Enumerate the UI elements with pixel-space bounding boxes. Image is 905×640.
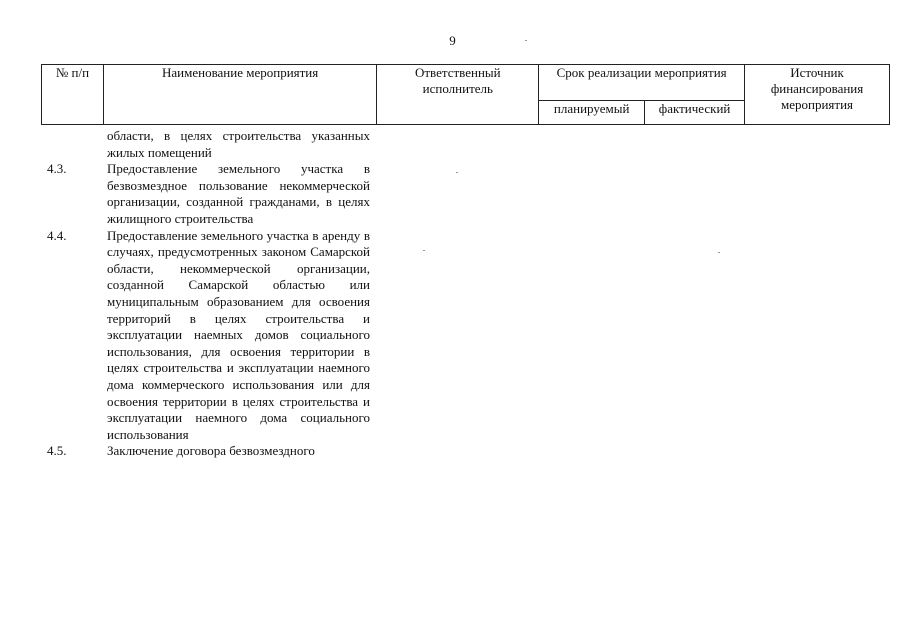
row-number: 4.5. (47, 443, 67, 459)
table-row (41, 161, 381, 227)
page-number: 9 (449, 33, 456, 48)
row-number: 4.4. (47, 227, 67, 243)
table-row (41, 443, 381, 460)
header-num: № п/п (42, 65, 104, 125)
row-text: Предоставление земельного участка в безвозмездное пользование некоммерческой организации, созданной гражданами, в целях жилищного строительства (107, 161, 370, 226)
header-name: Наименование мероприятия (103, 65, 377, 125)
header-actual: фактический (645, 101, 745, 125)
table-row (41, 228, 381, 444)
header-source: Источник финансирования мероприятия (745, 65, 890, 125)
header-responsible: Ответственный исполнитель (377, 65, 539, 125)
row-text: Предоставление земельного участка в аренду в случаях, предусмотренных законом Самарской области, некоммерческой организации, созданной Самарской областью или муниципальным образованием для освоения территорий в целях строительства и эксплуатации наемных домов социального использования, для освоения территории в целях строительства и эксплуатации наемного дома коммерческого использования или для освоения территории в целях строительства и эксплуатации наемного дома социального использования (107, 227, 370, 442)
row-text: области, в целях строительства указанных жилых помещений (107, 128, 370, 160)
row-text: Заключение договора безвозмездного (107, 443, 315, 459)
scan-speck (718, 252, 720, 253)
table-body (41, 128, 381, 460)
scan-speck (423, 250, 425, 251)
scan-speck (456, 172, 458, 173)
row-number: 4.3. (47, 161, 67, 177)
header-table (41, 64, 890, 125)
header-planned: планируемый (539, 101, 645, 125)
header-term: Срок реализации мероприятия (539, 65, 745, 101)
row-number (41, 128, 107, 161)
scan-speck (525, 40, 527, 41)
table-row (41, 128, 381, 161)
